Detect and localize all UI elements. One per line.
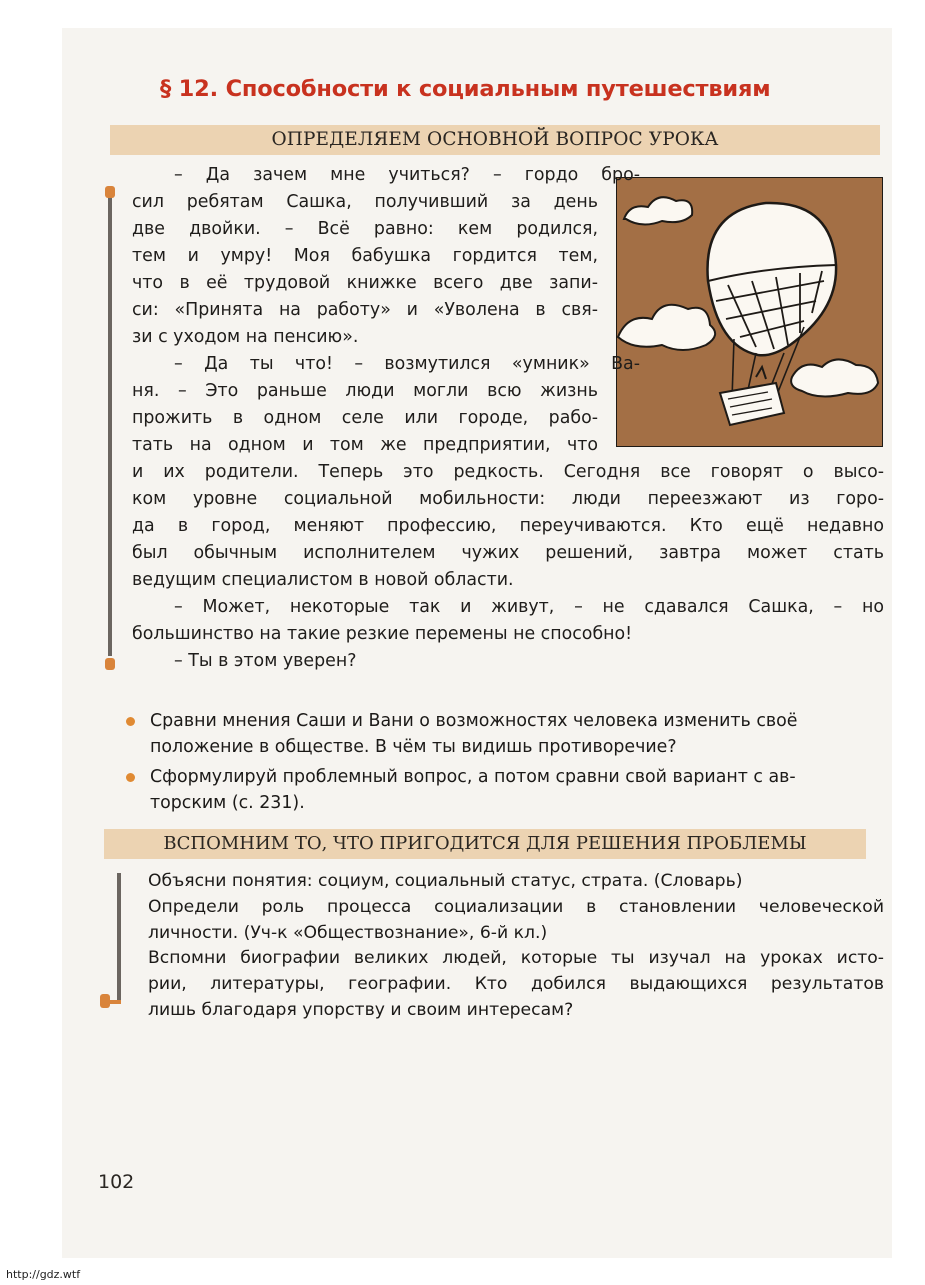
text-line: ня. – Это раньше люди могли всю жизнь	[132, 381, 598, 401]
text-line: большинство на такие резкие перемены не способно!	[132, 624, 633, 644]
text-line: ком уровне социальной мобильности: люди переезжают из горо-	[132, 489, 884, 509]
recall-bracket-icon	[100, 873, 128, 1021]
list-item: Сформулируй проблемный вопрос, а потом сравни свой вариант с ав- торским (с. 231).	[124, 764, 884, 816]
bullet-dot-icon	[126, 717, 135, 726]
task-list	[124, 708, 884, 820]
page-title: § 12. Способности к социальным путешествиям	[160, 76, 771, 102]
text-line: си: «Принята на работу» и «Уволена в свя-	[132, 300, 598, 320]
text-line: личности. (Уч-к «Обществознание», 6-й кл.)	[148, 922, 548, 943]
text-line: прожить в одном селе или городе, рабо-	[132, 408, 598, 428]
text-line: был обычным исполнителем чужих решений, завтра может стать	[132, 543, 884, 563]
text-line: да в город, меняют профессию, переучиваются. Кто ещё недавно	[132, 516, 884, 536]
text-line: Определи роль процесса социализации в становлении человеческой	[148, 896, 884, 917]
text-line: ведущим специалистом в новой области.	[132, 570, 514, 590]
watermark-link[interactable]: http://gdz.wtf	[6, 1268, 81, 1281]
text-line: тем и умру! Моя бабушка гордится тем,	[132, 246, 598, 266]
section-heading-recall: ВСПОМНИМ ТО, ЧТО ПРИГОДИТСЯ ДЛЯ РЕШЕНИЯ ПРОБЛЕМЫ	[104, 829, 866, 859]
text-line: лишь благодаря упорству и своим интересам?	[148, 999, 574, 1020]
text-line: и их родители. Теперь это редкость. Сегодня все говорят о высо-	[132, 462, 884, 482]
text-line: Вспомни биографии великих людей, которые ты изучал на уроках исто-	[148, 948, 884, 969]
page-number: 102	[98, 1171, 135, 1193]
text-line: тать на одном и том же предприятии, что	[132, 435, 598, 455]
text-line: Объясни понятия: социум, социальный статус, страта. (Словарь)	[148, 871, 743, 891]
dialogue-margin-line	[105, 186, 116, 656]
text-line: – Да ты что! – возмутился «умник» Ва-	[174, 354, 640, 374]
recall-text	[148, 869, 884, 1024]
dialogue-text	[132, 162, 884, 675]
text-line: зи с уходом на пенсию».	[132, 327, 359, 347]
text-line: рии, литературы, географии. Кто добился выдающихся результатов	[148, 974, 884, 995]
text-line: две двойки. – Всё равно: кем родился,	[132, 219, 598, 239]
text-line: – Да зачем мне учиться? – гордо бро-	[174, 165, 640, 185]
text-line: – Может, некоторые так и живут, – не сдавался Сашка, – но	[174, 597, 884, 617]
text-line: – Ты в этом уверен?	[174, 651, 357, 671]
bullet-dot-icon	[126, 773, 135, 782]
text-line: сил ребятам Сашка, получивший за день	[132, 192, 598, 212]
section-heading-main-question: ОПРЕДЕЛЯЕМ ОСНОВНОЙ ВОПРОС УРОКА	[110, 125, 880, 155]
text-line: что в её трудовой книжке всего две запи-	[132, 273, 598, 293]
list-item: Сравни мнения Саши и Вани о возможностях человека изменить своё положение в обществе. В чём ты видишь противоречие?	[124, 708, 884, 760]
